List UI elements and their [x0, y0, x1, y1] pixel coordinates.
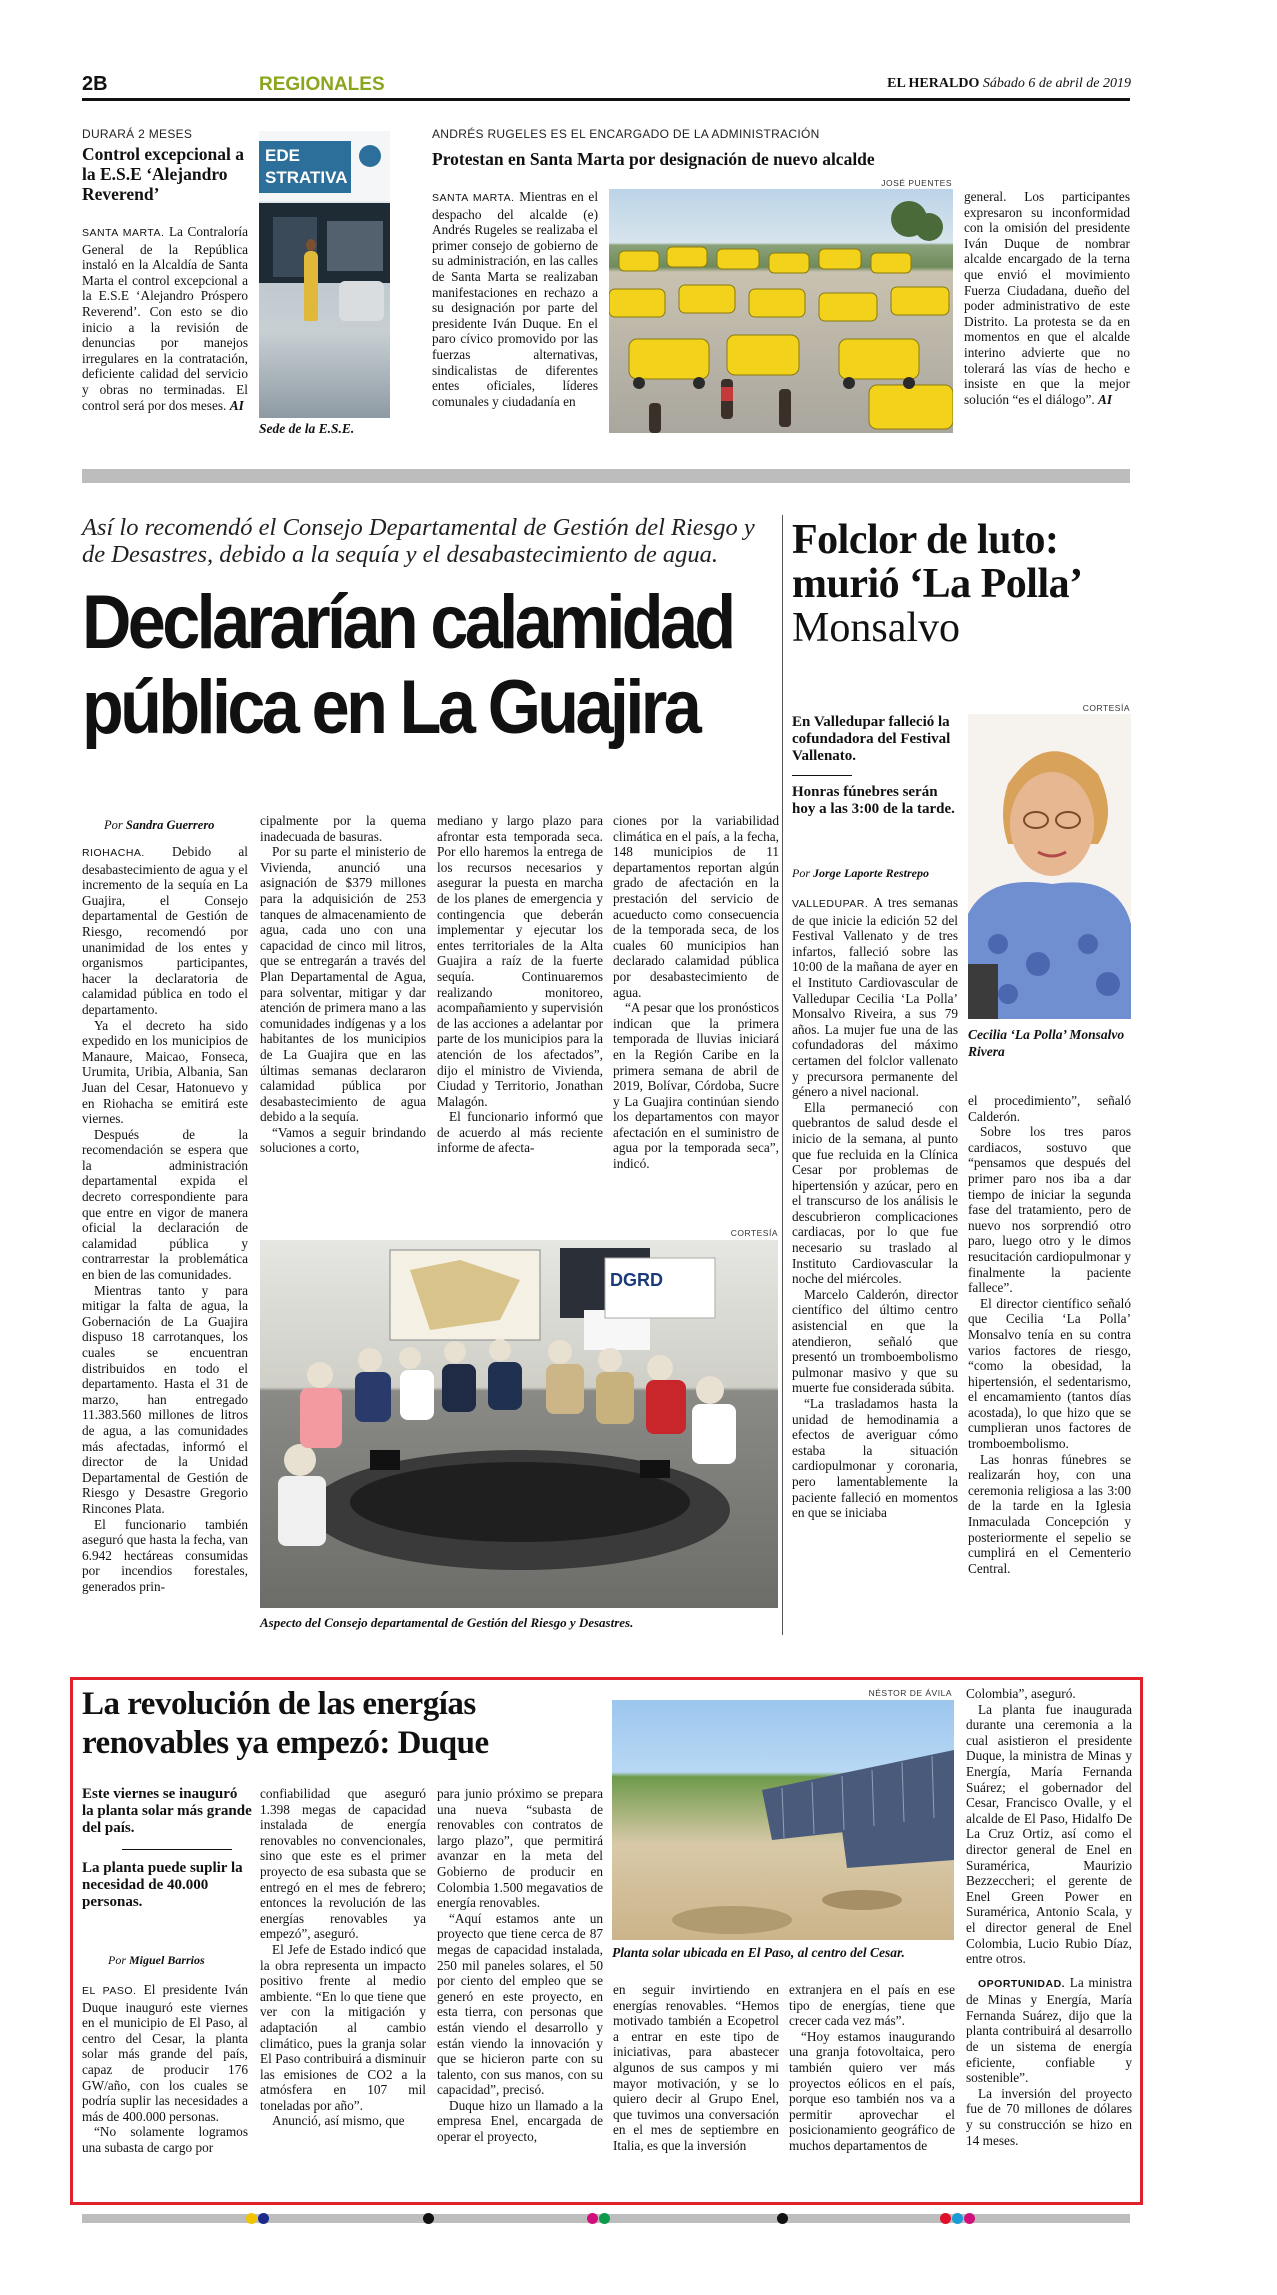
story3-col3: mediano y largo plazo para afrontar esta temporada seca. Por ello haremos la entrega de los recursos necesarios y asegurar la puesta en marcha de los planes de emergencia y contingencia que deberán implementar y ejecutar los entes territoriales de la Alta Guajira a raíz de la fuerte sequía. Continuaremos realizando monitoreo, acompañamiento y supervisión de las acciones a adelantar por parte de los municipios para la atención de los afectados”, dijo el ministro de Vivienda, Ciudad y Territorio, Jonathan Malagón. El funcionario informó que de acuerdo al más reciente informe de afecta-: [437, 813, 603, 1156]
registration-dot: [587, 2213, 598, 2224]
story3-col2: cipalmente por la quema inadecuada de basuras. Por su parte el ministerio de Vivienda, anunció una asignación de $379 millones para la adquisición de 253 tanques de almacenamiento de agua, cada uno con una capacidad de cinco mil litros, que se entregarán a través del Plan Departamental de Agua, para solventar, mitigar y dar atención de primera mano a las comunidades indígenas y a los habitantes de los municipios de La Guajira que en las últimas semanas declararon calamidad pública por desabastecimiento de agua debido a la sequía. “Vamos a seguir brindando soluciones a corto,: [260, 813, 426, 1156]
story1-caption: Sede de la E.S.E.: [259, 421, 355, 436]
story5-col6-place: OPORTUNIDAD.: [978, 1977, 1066, 1990]
story4-byline: Por Jorge Laporte Restrepo: [792, 866, 929, 880]
registration-dot: [952, 2213, 963, 2224]
story4-col1: VALLEDUPAR. A tres semanas de que inicie la edición 52 del Festival Vallenato y de tres infartos, falleció sobre las 10:00 de la mañana de ayer en el Instituto Cardiovascular de Valledupar Cecilia ‘La Polla’ Monsalvo Riveira, a sus 79 años. La mujer fue una de las cofundadoras del máximo certamen del folclor vallenato y precursora permanente del género a nivel nacional. Ella permaneció con quebrantos de salud desde el inicio de la semana, al punto que fue recluida en la Clínica Cesar por problemas de hipertensión y azúcar, pero en el transcurso de los análisis le descubrieron complicaciones cardiacas, por lo que fue necesario su traslado al Instituto Cardiovascular la noche del miércoles. Marcelo Calderón, director científico del último centro asistencial en que la atendieron, señaló que presentó un tromboembolismo pulmonar masivo y que su muerte fue considerada súbita. “La trasladamos hasta la unidad de hemodinamia a efectos de averiguar cómo estaba la situación cardiopulmonar y coronaria, pero lamentablemente la paciente falleció en momentos en que se iniciaba: [792, 895, 958, 1521]
story3-headline: Declararían calamidad pública en La Guajira: [82, 580, 733, 750]
story3-photo: [260, 1240, 778, 1608]
story5-headline: La revolución de las energías renovables ya empezó: Duque: [82, 1686, 489, 1761]
registration-dot: [246, 2213, 257, 2224]
story4-place: VALLEDUPAR.: [792, 898, 869, 910]
story5-col3: para junio próximo se prepara una nueva “subasta de renovables con contratos de largo plazo”, que permitirá avanzar en la meta del Gobierno de producir en Colombia 1.500 megavatios de energía renovables. “Aquí estamos ante un proyecto que tiene cerca de 87 megas de capacidad instalada, 250 mil paneles solares, el 50 por ciento del empleo que se generó en este proyecto, en esta tierra, con personas que están viendo el desarrollo y están viendo la innovación y que se hicieron parte con su talento, con sus manos, con su capacidad”, precisó. Duque hizo un llamado a la empresa Enel, encargada de operar el proyecto,: [437, 1786, 603, 2145]
story4-col2: el procedimiento”, señaló Calderón. Sobre los tres paros cardiacos, sostuvo que “pensamos que después del primer paro nos iba a dar tiempo de iniciar la segunda fase del tratamiento, pero de nuevo nos sorprendió otro paro, luego otro y le dimos resucitación cardiopulmonar y finalmente la paciente fallece”. El director científico señaló que Cecilia ‘La Polla’ Monsalvo tenía en su contra varios factores de riesgo, “como la obesidad, la hipertensión, el sedentarismo, el encamamiento (tantos días acostada), lo que hizo que se cumplieran unos factores de tromboembolismo. Las honras fúnebres se realizarán hoy, con una ceremonia religiosa a las 3:00 de la tarde en la Iglesia Inmaculada Concepción y posteriormente el sepelio se cumplirá en el Cementerio Central.: [968, 1093, 1131, 1576]
registration-dot: [777, 2213, 788, 2224]
registration-dot: [599, 2213, 610, 2224]
registration-dot: [964, 2213, 975, 2224]
story3-place: RIOHACHA.: [82, 847, 145, 859]
story1-headline: Control excepcional a la E.S.E ‘Alejandro Reverend’: [82, 144, 245, 204]
story5-col5: extranjera en el país en ese tipo de energías, tiene que crecer cada vez más”. “Hoy estamos inaugurando una granja fotovoltaica, pero también quiero ver más proyectos eólicos en el país, porque eso también nos va a permitir aprovechar el posicionamiento geográfico de muchos departamentos de: [789, 1982, 955, 2153]
story2-col2: [964, 189, 1130, 434]
story1-kicker: DURARÁ 2 MESES: [82, 127, 193, 141]
story2-photo: [609, 189, 953, 433]
dgrd-logo: DGRD: [610, 1270, 663, 1290]
registration-dot: [940, 2213, 951, 2224]
story4-deck: En Valledupar falleció la cofundadora del Festival Vallenato. Honras fúnebres serán hoy a las 3:00 de la tarde.: [792, 714, 955, 817]
story2-col2-text: general. Los participantes expresaron su inconformidad con la omisión del presidente Iván Duque de nombrar alcalde encargado de la terna que envió el movimiento Fuerza Ciudadana, dueño del poder administrativo de este Distrito. La protesta se da en momentos en que el alcalde interino advierte que no tolerará las vías de hecho e insiste en que la mejor solución “es el diálogo”.: [964, 189, 1130, 407]
masthead-line: [883, 76, 1131, 92]
story2-place: SANTA MARTA.: [432, 192, 515, 204]
story2-signature: AI: [1098, 391, 1113, 407]
story4-headline: Folclor de luto: murió ‘La Polla’ Monsalvo: [792, 517, 1083, 651]
story5-caption: Planta solar ubicada en El Paso, al centro del Cesar.: [612, 1945, 905, 1960]
story2-headline: Protestan en Santa Marta por designación de nuevo alcalde: [432, 149, 875, 169]
story5-deck: Este viernes se inauguró la planta solar más grande del país. La planta puede suplir la necesidad de 40.000 personas.: [82, 1786, 252, 1910]
story2-photo-credit: JOSÉ PUENTES: [881, 178, 952, 188]
story2-col1: [432, 189, 598, 434]
story5-photo: [612, 1700, 954, 1940]
story5-col6: Colombia”, aseguró. La planta fue inaugurada durante una ceremonia a la cual asistieron el presidente Duque, la ministra de Minas y Energía, María Fernanda Suárez; el gobernador del Cesar, Francisco Ovalle, y el alcalde de El Paso, Hidalfo De La Cruz Ortiz, así como el director general de Enel en Suramérica, Maurizio Bezzeccheri; el gerente de Enel Green Power en Suramérica, Antonio Scala, y el director general de Enel Colombia, Lucio Rubio Díaz, entre otros. OPORTUNIDAD. La ministra de Minas y Energía, María Fernanda Suárez, dijo que la planta contribuirá al desarrollo de un sistema de energía eficiente, confiable y sostenible”. La inversión del proyecto fue de 70 millones de dólares y su construcción se hizo en 14 meses.: [966, 1686, 1132, 2148]
story3-caption: Aspecto del Consejo departamental de Gestión del Riesgo y Desastres.: [260, 1615, 634, 1630]
registration-dot: [258, 2213, 269, 2224]
story1-signature: AI: [229, 397, 244, 413]
story3-deck: Así lo recomendó el Consejo Departamental de Gestión del Riesgo y de Desastres, debido a la sequía y el desabastecimiento de agua.: [82, 514, 755, 568]
story2-col1-text: Mientras en el despacho del alcalde (e) Andrés Rugeles se realizaba el primer consejo de gobierno de su administración, en las calles de Santa Marta se realizaban manifestaciones en rechazo a su designación por parte del presidente Iván Duque. En el paro cívico promovido por las fuerzas alternativas, sindicalistas de diferentes entes oficiales, líderes comunales y ciudadanía en: [432, 189, 598, 409]
issue-date: Sábado 6 de abril de 2019: [982, 76, 1131, 91]
registration-dot: [423, 2213, 434, 2224]
story3-col1: RIOHACHA. Debido al desabastecimiento de agua y el incremento de la sequía en La Guajira, el Consejo departamental de Gestión de Riesgo, recomendó por unanimidad de los entes y organismos participantes, hacer la declaratoria de calamidad pública en todo el departamento. Ya el decreto ha sido expedido en los municipios de Manaure, Maicao, Fonseca, Urumita, Uribia, Albania, San Juan del Cesar, Hatonuevo y en Riohacha se emitirá este viernes. Después de la recomendación se espera que la administración departamental expida el decreto correspondiente para que entre en vigor de manera oficial la declaración de calamidad pública y contrarrestar la problemática en bien de las comunidades. Mientras tanto y para mitigar la falta de agua, la Gobernación de La Guajira dispuso 18 carrotanques, los cuales se encuentran distribuidos en todo el departamento. Hasta el 31 de marzo, han entregado 11.383.560 millones de litros de agua, a las comunidades más afectadas, informó el director de la Unidad Departamental de Gestión de Riesgo y Desastre Gregorio Rincones Plata. El funcionario también aseguró que hasta la fecha, van 6.942 hectáreas consumidas por incendios forestales, generados prin-: [82, 844, 248, 1594]
story5-col1: EL PASO. El presidente Iván Duque inauguró este viernes en el municipio de El Paso, al centro del Cesar, la planta solar más grande del país, capaz de producir 176 GW/año, con los cuales se podría suplir las necesidades a más de 400.000 personas. “No solamente logramos una subasta de cargo por: [82, 1982, 248, 2155]
story4-photo-credit: CORTESÍA: [1082, 703, 1130, 713]
story1-text: La Contraloría General de la República instaló en la Alcaldía de Santa Marta el control excepcional a la E.S.E ‘Alejandro Próspero Reverend’. Con esto se dio inicio a la revisión de denuncias por manejos irregulares en la contratación, deficiente calidad del servicio y obras no terminadas. El control será por dos meses.: [82, 224, 248, 413]
section-name: REGIONALES: [259, 74, 385, 95]
story4-photo: [968, 714, 1131, 1019]
paper-name: EL HERALDO: [887, 76, 980, 91]
story5-place: EL PASO.: [82, 1985, 137, 1997]
story3-col4: ciones por la variabilidad climática en el país, a la fecha, 148 municipios de 11 departamentos reportan algún grado de afectación en la prestación del servicio de acueducto como consecuencia de la temporada seca, de los cuales 60 municipios han declarado calamidad pública por desabastecimiento de agua. “A pesar que los pronósticos indican que la primera temporada de lluvias iniciará en la Región Caribe en la primera semana de abril de 2019, Bolívar, Córdoba, Sucre y La Guajira continúan siendo los departamentos con mayor afectación en el suministro de agua por la temporada seca”, indicó.: [613, 813, 779, 1172]
story3-column-rule: [782, 515, 783, 1635]
story5-photo-credit: NÉSTOR DE ÁVILA: [868, 1688, 952, 1698]
story2-kicker: ANDRÉS RUGELES ES EL ENCARGADO DE LA ADMINISTRACIÓN: [432, 127, 820, 141]
header-rule: [82, 98, 1130, 101]
story1-photo: [259, 131, 390, 418]
page-number: 2B: [82, 73, 108, 95]
story5-col2: confiabilidad que aseguró 1.398 megas de capacidad instalada de energía renovables no convencionales, sino que este es el primer proyecto de esa subasta que se entregó en el mes de febrero; entonces la revolución de las energías renovables ya empezó”, aseguró. El Jefe de Estado indicó que la obra representa un impacto positivo frente al medio ambiente. “En lo que tiene que ver con la mitigación y adaptación al cambio climático, pues la granja solar El Paso contribuirá a disminuir las emisiones de CO2 a la atmósfera en 107 mil toneladas por año”. Anunció, así mismo, que: [260, 1786, 426, 2129]
story3-photo-credit: CORTESÍA: [730, 1228, 778, 1238]
story1-place: SANTA MARTA.: [82, 227, 165, 239]
story5-byline: Por Miguel Barrios: [108, 1953, 205, 1967]
building-sign: EDE STRATIVA: [259, 141, 351, 193]
story3-byline: Por Sandra Guerrero: [104, 818, 215, 832]
story4-caption: Cecilia ‘La Polla’ Monsalvo Rivera: [968, 1027, 1125, 1059]
story5-col4: en seguir invirtiendo en energías renovables. “Hemos motivado también a Ecopetrol a entrar en este tipo de iniciativas, para abastecer algunos de sus campos y mi mayor motivación, y se lo quiero decir al Grupo Enel, que tuvimos una conversación en el mes de septiembre en Italia, es que la inversión: [613, 1982, 779, 2153]
top-divider-bar: [82, 469, 1130, 483]
story1-body: [82, 224, 248, 434]
